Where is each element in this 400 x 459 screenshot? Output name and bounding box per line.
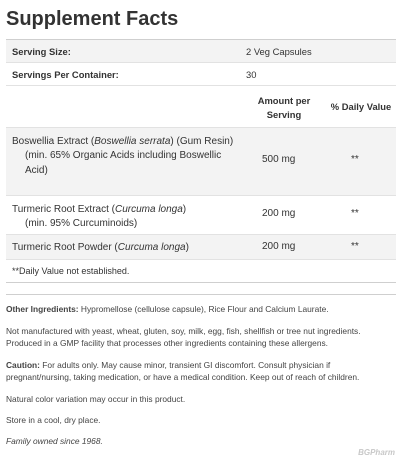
amount-header-line1: Amount per	[257, 95, 311, 106]
ingredient-detail: (min. 65% Organic Acids including Boswellic Acid)	[25, 150, 222, 176]
watermark: BGPharm	[358, 448, 395, 457]
page-title: Supplement Facts	[6, 8, 179, 30]
amount-header-line2: Serving	[266, 109, 302, 120]
ingredient-name-pre: Turmeric Root Extract (	[12, 204, 115, 215]
section-divider	[6, 294, 396, 295]
ingredient-name	[12, 135, 237, 178]
color-variation-note: Natural color variation may occur in this product.	[6, 394, 186, 404]
family-owned-note: Family owned since 1968.	[6, 436, 103, 446]
ingredient-row	[6, 128, 396, 196]
column-header-row	[6, 86, 396, 128]
other-ingredients-label: Other Ingredients:	[6, 304, 79, 314]
ingredient-name	[12, 241, 237, 255]
footnote-row	[6, 260, 396, 283]
ingredient-daily-value: **	[351, 208, 359, 219]
ingredient-name-post: ) (Gum Resin)	[170, 136, 234, 147]
ingredient-name-pre: Turmeric Root Powder (	[12, 242, 118, 253]
amount-per-serving-header	[244, 94, 324, 122]
ingredient-name	[12, 203, 237, 232]
ingredient-amount: 500 mg	[262, 154, 296, 165]
serving-size-label: Serving Size:	[12, 46, 71, 57]
caution	[6, 359, 394, 383]
allergen-note: Not manufactured with yeast, wheat, gluten, soy, milk, egg, fish, shellfish or tree nut ingredients. Produced in a GMP facility that processes other ingredients containing these allergens.	[6, 326, 361, 348]
ingredient-amount: 200 mg	[262, 208, 296, 219]
other-ingredients	[6, 303, 394, 315]
servings-per-container-value: 30	[246, 69, 257, 80]
serving-size-row	[6, 40, 396, 63]
other-ingredients-text: Hypromellose (cellulose capsule), Rice Flour and Calcium Laurate.	[80, 304, 329, 314]
servings-per-container-label: Servings Per Container:	[12, 69, 119, 80]
ingredient-latin-name: Boswellia serrata	[94, 136, 171, 147]
ingredient-daily-value: **	[351, 154, 359, 165]
ingredient-row	[6, 196, 396, 235]
ingredient-amount: 200 mg	[262, 241, 296, 252]
caution-text: For adults only. May cause minor, transient GI discomfort. Consult physician if pregnant/nursing, taking medication, or have a medical condition. Keep out of reach of children.	[6, 360, 360, 382]
caution-label: Caution:	[6, 360, 40, 370]
ingredient-name-pre: Boswellia Extract (	[12, 136, 95, 147]
ingredient-latin-name: Curcuma longa	[114, 204, 183, 215]
supplement-facts-table	[6, 39, 396, 283]
ingredient-latin-name: Curcuma longa	[117, 242, 186, 253]
ingredient-detail: (min. 95% Curcuminoids)	[25, 218, 138, 230]
ingredient-row	[6, 235, 396, 260]
ingredient-name-post: )	[185, 242, 189, 253]
servings-per-container-row	[6, 63, 396, 86]
serving-size-value: 2 Veg Capsules	[246, 46, 312, 57]
ingredient-name-post: )	[182, 204, 187, 215]
daily-value-footnote: **Daily Value not established.	[12, 266, 130, 276]
storage-note: Store in a cool, dry place.	[6, 415, 101, 425]
ingredient-daily-value: **	[351, 241, 359, 252]
daily-value-header: % Daily Value	[330, 101, 392, 112]
